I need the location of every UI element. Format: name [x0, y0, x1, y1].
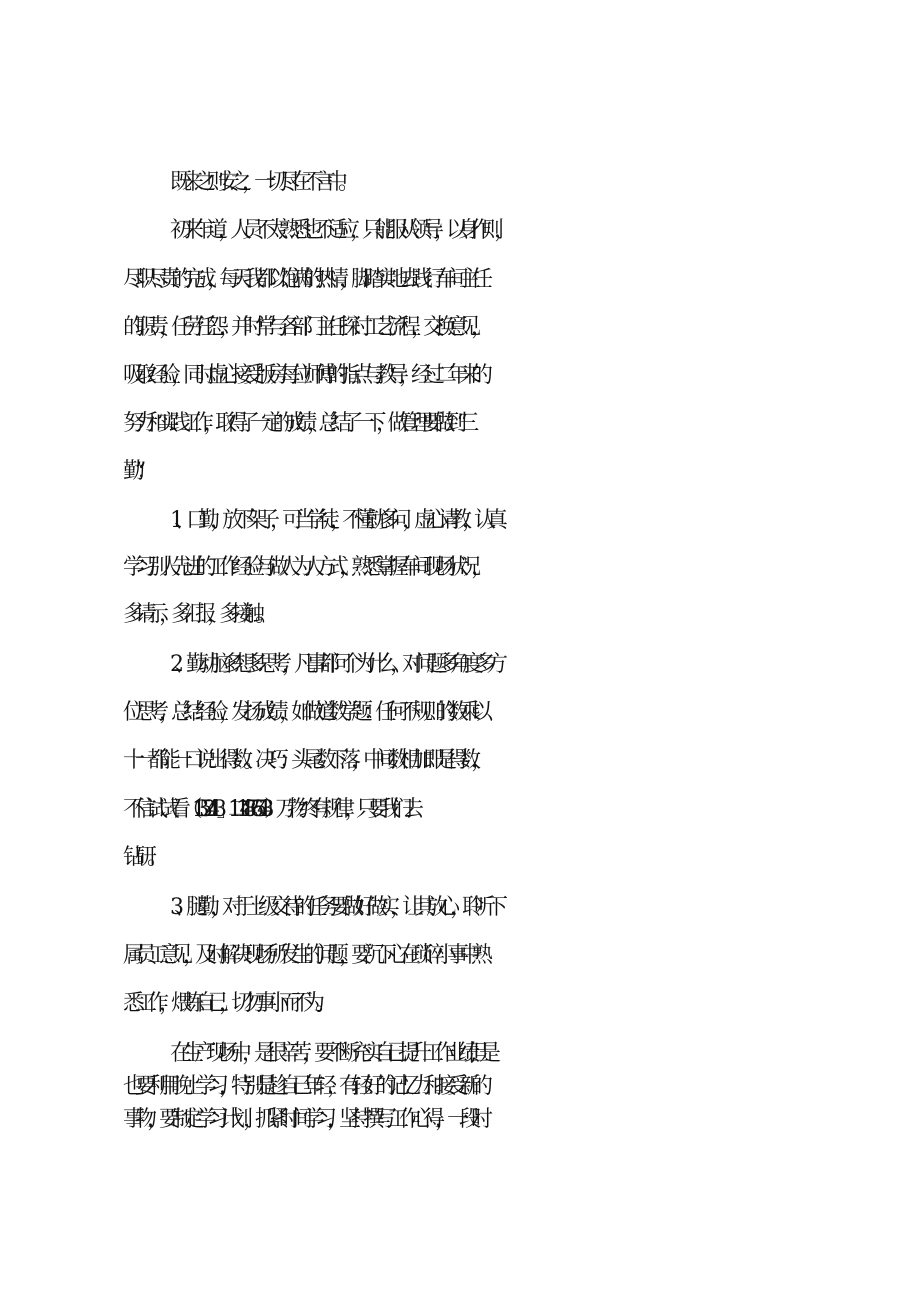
paragraph-4-line-3: 十一都能一口说出得数。决巧：头尾数下落，中间数相加即是得数， [123, 748, 484, 773]
paragraph-4-line-4: 不信试试看（1352413」1 二 14876543）万物终有规律，只要我们去 [123, 797, 414, 822]
paragraph-3-line-1: 1、口勤，放下架子，可当学徒，不懂就多问，虚心请教，认真 [170, 508, 498, 533]
paragraph-2-line-2: 尽职尽责的完成，每天我都以饱满的热情，脚踏实地去践行车间主任 [123, 267, 484, 292]
paragraph-2-line-4: 吸取经验，同时虚心接受版房每位师傅的指点与教导，经过二年来的 [123, 363, 484, 388]
paragraph-5-line-2: 属员工意见，及时解决现场所发生的问题，要沉下心在琐碎小事中熟 [123, 943, 484, 968]
paragraph-5-line-3: 悉工作，煨炼自己，切勿事小而不为。 [123, 991, 328, 1016]
paragraph-4-line-2: 位思考，总结经验，发扬成绩，如做道数学题：任何不规则的数乘以 [123, 700, 484, 725]
paragraph-6-line-3: 事物，要制定学习计划，抓紧时间学习，坚持撰写工作心得，一段时 [123, 1107, 484, 1132]
paragraph-2-line-6: 勤”： [123, 459, 149, 484]
paragraph-3-line-2: 学习别人先进的工作经验与做人为人方式，熟悉掌握车间现场状况， [123, 555, 484, 580]
paragraph-3-line-3: 多请示，多汇报，多接触。 [123, 602, 268, 627]
paragraph-2-line-3: 的职责，任劳任怨，并时常与各部门主任探讨工艺流程，交换意见， [123, 315, 484, 340]
paragraph-4-line-1: 2、勤动脑多想多思考，凡事都问个为什么，对问题多角度多方 [170, 652, 498, 677]
paragraph-1-line-1: 既来之则安之，一切尽在不言中。 [170, 170, 351, 195]
paragraph-2-line-1: 初来乍道，人员不太熟悉也不适应，只能服从领导，以身作则， [170, 218, 507, 243]
paragraph-5-line-1: 3、腿勤，对于上级交待的任务要做好做实，让其放心，聆听下 [170, 895, 498, 920]
paragraph-2-line-5: 努力和实践工作，取得了一定的成绩，总结了一下，做管理要做到“三 [123, 411, 469, 436]
paragraph-4-line-5: 钻研。 [123, 845, 160, 870]
paragraph-6-line-1: 在生产现场中，是很辛苦，要不断充实自己提升工作业绩,但是 [170, 1041, 491, 1066]
paragraph-6-line-2: 也要利用晚上学习，特别是趁自己年轻，有轻好的记忆力和接受新的 [123, 1074, 484, 1099]
